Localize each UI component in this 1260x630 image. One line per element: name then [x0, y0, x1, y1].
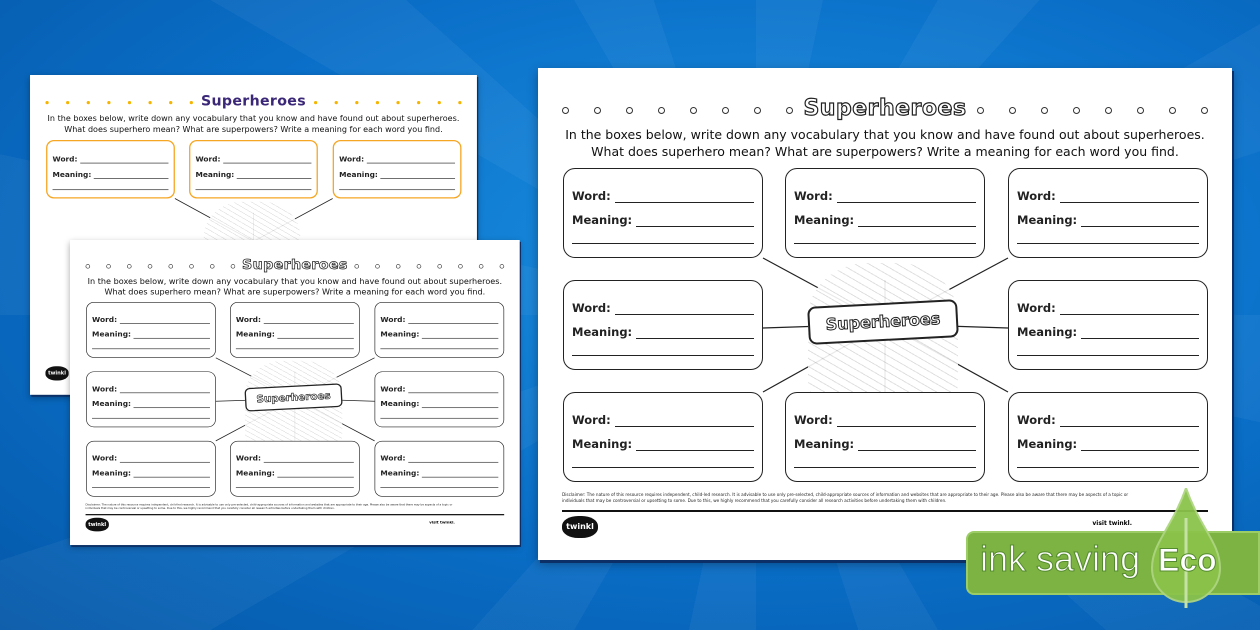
visit-link[interactable]: visit twinkl.: [1092, 520, 1132, 527]
meaning-label: Meaning:: [1017, 325, 1078, 339]
vocabulary-box[interactable]: [375, 441, 505, 497]
meaning-line[interactable]: [94, 171, 169, 179]
meaning-line[interactable]: [422, 470, 498, 477]
twinkl-logo: twinkl: [86, 518, 109, 532]
instructions-line: In the boxes below, write down any vocabulary that you know and have found out about superheroes.: [565, 127, 1205, 142]
vocabulary-box[interactable]: [1008, 280, 1208, 370]
title-text: Superheroes: [195, 93, 313, 109]
twinkl-logo: twinkl: [562, 516, 598, 538]
meaning-line[interactable]: [53, 189, 169, 190]
meaning-line[interactable]: [237, 171, 312, 179]
meaning-label: Meaning:: [572, 437, 633, 451]
word-line[interactable]: [408, 455, 498, 462]
meaning-label: Meaning:: [195, 169, 235, 179]
ink-saving-worksheet-preview-small[interactable]: [70, 240, 520, 545]
word-line[interactable]: [120, 386, 210, 393]
vocabulary-box[interactable]: [785, 392, 985, 482]
meaning-line[interactable]: [380, 418, 498, 419]
title-text: Superheroes: [793, 96, 976, 121]
vocabulary-box[interactable]: [86, 371, 216, 427]
word-line[interactable]: [615, 415, 754, 427]
meaning-line[interactable]: [794, 243, 976, 244]
word-label: Word:: [92, 384, 118, 394]
meaning-label: Meaning:: [380, 329, 420, 339]
meaning-line[interactable]: [572, 467, 754, 468]
meaning-label: Meaning:: [235, 468, 275, 478]
word-line[interactable]: [120, 316, 210, 323]
meaning-line[interactable]: [794, 467, 976, 468]
meaning-label: Meaning:: [380, 468, 420, 478]
meaning-line[interactable]: [236, 349, 354, 350]
word-label: Word:: [1017, 413, 1056, 427]
vocabulary-box[interactable]: [230, 302, 360, 358]
meaning-line[interactable]: [196, 189, 312, 190]
word-line[interactable]: [367, 156, 455, 164]
vocabulary-box[interactable]: [563, 392, 763, 482]
meaning-label: Meaning:: [92, 468, 132, 478]
word-label: Word:: [235, 453, 261, 463]
ink-saving-worksheet-preview-large[interactable]: [538, 68, 1232, 560]
footer-rule: [86, 514, 505, 515]
meaning-line[interactable]: [277, 331, 353, 338]
word-line[interactable]: [223, 156, 311, 164]
meaning-label: Meaning:: [794, 437, 855, 451]
meaning-line[interactable]: [277, 470, 353, 477]
vocabulary-box[interactable]: [1008, 392, 1208, 482]
word-label: Word:: [380, 453, 406, 463]
word-line[interactable]: [264, 316, 354, 323]
vocabulary-box[interactable]: [333, 140, 462, 199]
word-label: Word:: [92, 453, 118, 463]
meaning-label: Meaning:: [380, 399, 420, 409]
meaning-line[interactable]: [236, 487, 354, 488]
word-label: Word:: [380, 384, 406, 394]
disclaimer: Disclaimer: The nature of this resource requires independent, child-led research. It is advisable to use only pre-selected, child-appropriate sources of information and websites that are appropriate to their age. Please also be aware that there may be aspects of a topic or individuals that may be controversial or upsetting to some. Due to this, we highly recommend that you carefully consider all research activities before undertaking them with children.: [85, 502, 453, 510]
meaning-label: Meaning:: [92, 399, 132, 409]
meaning-line[interactable]: [1081, 439, 1199, 451]
vocabulary-box[interactable]: [189, 140, 318, 199]
meaning-label: Meaning:: [1017, 213, 1078, 227]
meaning-label: Meaning:: [794, 213, 855, 227]
meaning-line[interactable]: [339, 189, 455, 190]
word-line[interactable]: [615, 191, 754, 203]
meaning-line[interactable]: [134, 401, 210, 408]
hub-label: Superheroes: [807, 299, 959, 345]
meaning-label: Meaning:: [572, 325, 633, 339]
meaning-label: Meaning:: [572, 213, 633, 227]
meaning-line[interactable]: [636, 439, 754, 451]
word-line[interactable]: [837, 191, 976, 203]
word-line[interactable]: [408, 386, 498, 393]
disclaimer: Disclaimer: The nature of this resource requires independent, child-led research. It is advisable to use only pre-selected, child-appropriate sources of information and websites that are appropriate to their age. Please also be aware that there may be aspects of a topic or individuals that may be controversial or upsetting to some. Due to this, we highly recommend that you carefully consider all research activities before undertaking them with children.: [562, 492, 1129, 503]
vocabulary-box[interactable]: [1008, 168, 1208, 258]
meaning-line[interactable]: [636, 327, 754, 339]
word-label: Word:: [794, 413, 833, 427]
meaning-line[interactable]: [92, 349, 210, 350]
word-label: Word:: [572, 413, 611, 427]
meaning-line[interactable]: [422, 331, 498, 338]
vocabulary-box[interactable]: [563, 280, 763, 370]
word-line[interactable]: [837, 415, 976, 427]
meaning-line[interactable]: [1081, 215, 1199, 227]
word-label: Word:: [572, 301, 611, 315]
word-label: Word:: [235, 315, 261, 324]
word-label: Word:: [195, 154, 221, 164]
meaning-line[interactable]: [1017, 467, 1199, 468]
meaning-line[interactable]: [92, 487, 210, 488]
eco-label: Eco: [1158, 542, 1217, 578]
instructions-line: What does superhero mean? What are superpowers? Write a meaning for each word you find.: [591, 144, 1179, 159]
word-label: Word:: [92, 315, 118, 324]
meaning-line[interactable]: [1017, 243, 1199, 244]
meaning-line[interactable]: [572, 355, 754, 356]
instructions-line: What does superhero mean? What are superpowers? Write a meaning for each word you find.: [64, 124, 443, 135]
word-label: Word:: [339, 154, 365, 164]
meaning-line[interactable]: [858, 215, 976, 227]
word-label: Word:: [572, 189, 611, 203]
word-line[interactable]: [408, 316, 498, 323]
vocabulary-box[interactable]: [86, 302, 216, 358]
hub-label: Superheroes: [244, 383, 342, 411]
word-line[interactable]: [80, 156, 168, 164]
instructions-line: What does superhero mean? What are superpowers? Write a meaning for each word you find.: [104, 287, 486, 297]
vocabulary-box[interactable]: [375, 302, 505, 358]
meaning-line[interactable]: [134, 470, 210, 477]
word-line[interactable]: [615, 303, 754, 315]
vocabulary-box[interactable]: [563, 168, 763, 258]
meaning-line[interactable]: [380, 487, 498, 488]
eco-badge-text: ink saving: [980, 538, 1141, 579]
meaning-label: Meaning:: [1017, 437, 1078, 451]
word-line[interactable]: [120, 455, 210, 462]
word-line[interactable]: [1060, 415, 1199, 427]
vocabulary-box[interactable]: [375, 371, 505, 427]
word-label: Word:: [1017, 301, 1056, 315]
meaning-line[interactable]: [134, 331, 210, 338]
instructions-line: In the boxes below, write down any vocabulary that you know and have found out about superheroes.: [87, 276, 503, 286]
word-line[interactable]: [264, 455, 354, 462]
vocabulary-box[interactable]: [785, 168, 985, 258]
vocabulary-box[interactable]: [230, 441, 360, 497]
word-label: Word:: [52, 154, 78, 164]
word-label: Word:: [1017, 189, 1056, 203]
meaning-label: Meaning:: [339, 169, 378, 179]
vocabulary-box[interactable]: [46, 140, 175, 199]
vocabulary-box[interactable]: [86, 441, 216, 497]
word-line[interactable]: [1060, 191, 1199, 203]
word-label: Word:: [794, 189, 833, 203]
meaning-line[interactable]: [380, 349, 498, 350]
visit-link[interactable]: visit twinkl.: [429, 520, 455, 525]
meaning-line[interactable]: [858, 439, 976, 451]
title-text: Superheroes: [236, 257, 355, 273]
footer-rule: [562, 510, 1208, 512]
meaning-label: Meaning:: [52, 169, 92, 179]
meaning-line[interactable]: [92, 418, 210, 419]
meaning-line[interactable]: [636, 215, 754, 227]
meaning-line[interactable]: [422, 401, 498, 408]
twinkl-logo: twinkl: [45, 366, 68, 380]
word-line[interactable]: [1060, 303, 1199, 315]
meaning-line[interactable]: [380, 171, 455, 179]
meaning-line[interactable]: [1017, 355, 1199, 356]
meaning-label: Meaning:: [92, 329, 132, 339]
word-label: Word:: [380, 315, 406, 324]
instructions-line: In the boxes below, write down any vocabulary that you know and have found out about superheroes.: [47, 113, 460, 124]
meaning-line[interactable]: [1081, 327, 1199, 339]
meaning-label: Meaning:: [235, 329, 275, 339]
meaning-line[interactable]: [572, 243, 754, 244]
